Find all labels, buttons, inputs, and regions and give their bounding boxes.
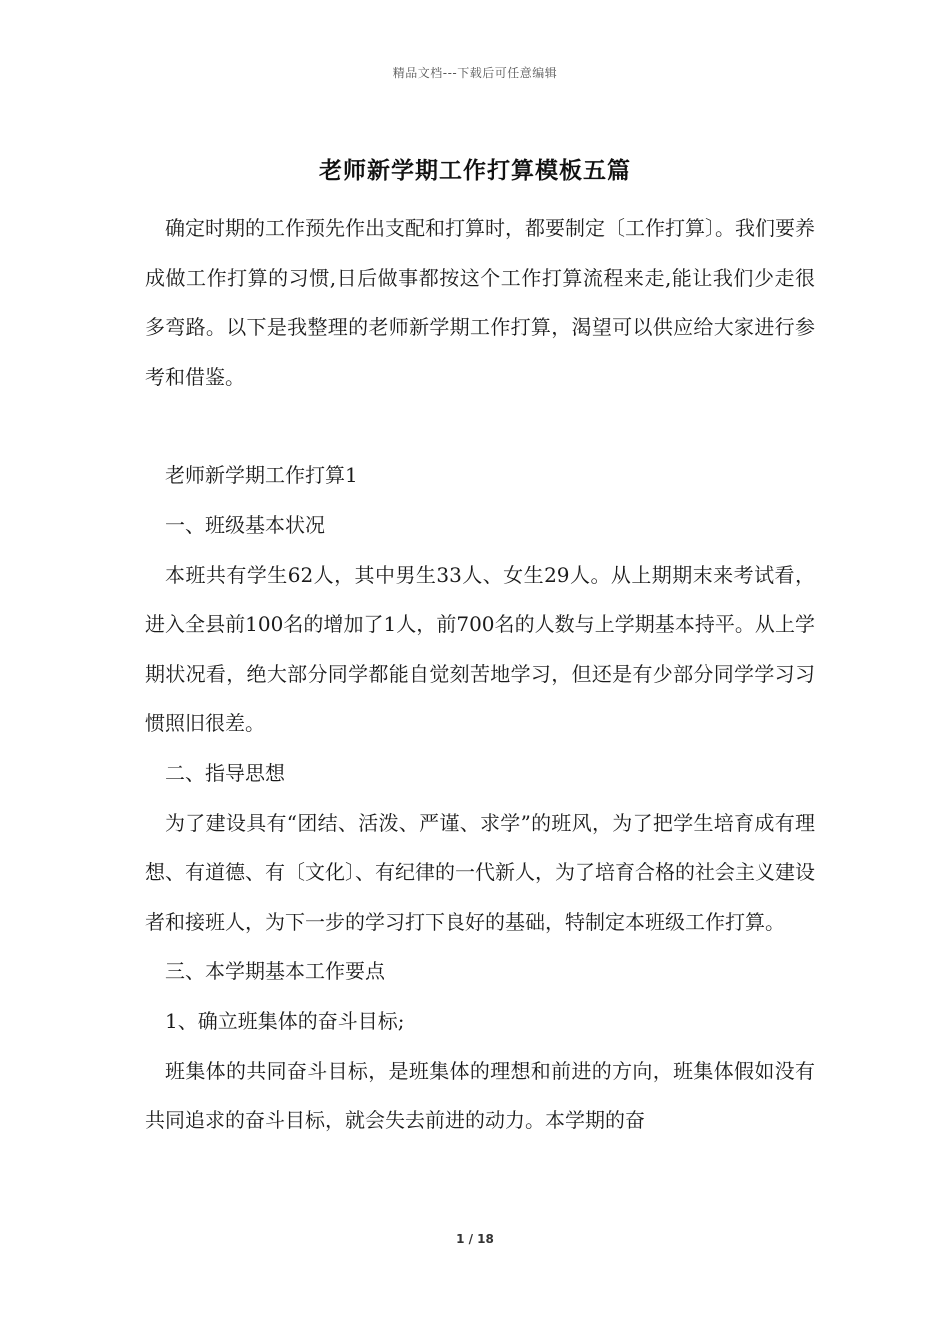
paragraph-spacer [145,402,815,451]
page-header: 精品文档---下载后可任意编辑 [392,66,558,80]
page-number: 1 / 18 [456,1232,494,1246]
document-title: 老师新学期工作打算模板五篇 [319,158,631,184]
heading-guiding-ideology: 二、指导思想 [165,760,285,785]
subheading-class-goal: 1、确立班集体的奋斗目标; [165,1008,405,1033]
class-status-paragraph: 本班共有学生62人，其中男生33人、女生29人。从上期期末来考试看，进入全县前100名的增加了1人，前700名的人数与上学期基本持平。从上学期状况看，绝大部分同学都能自觉刻苦地学习，但还是有少部分同学学习习惯照旧很差。 [145,562,815,736]
document-body [145,204,815,1146]
heading-class-status: 一、班级基本状况 [165,512,325,537]
heading-work-points: 三、本学期基本工作要点 [165,959,385,984]
intro-paragraph: 确定时期的工作预先作出支配和打算时，都要制定〔工作打算〕。我们要养成做工作打算的习惯,日后做事都按这个工作打算流程来走,能让我们少走很多弯路。以下是我整理的老师新学期工作打算，渴望可以供应给大家进行参考和借鉴。 [145,216,815,389]
class-goal-paragraph: 班集体的共同奋斗目标，是班集体的理想和前进的方向，班集体假如没有共同追求的奋斗目标，就会失去前进的动力。本学期的奋 [145,1058,815,1133]
section-title: 老师新学期工作打算1 [165,463,358,488]
guiding-ideology-paragraph: 为了建设具有“团结、活泼、严谨、求学”的班风，为了把学生培育成有理想、有道德、有〔文化〕、有纪律的一代新人，为了培育合格的社会主义建设者和接班人，为下一步的学习打下良好的基础，特制定本班级工作打算。 [145,810,815,934]
